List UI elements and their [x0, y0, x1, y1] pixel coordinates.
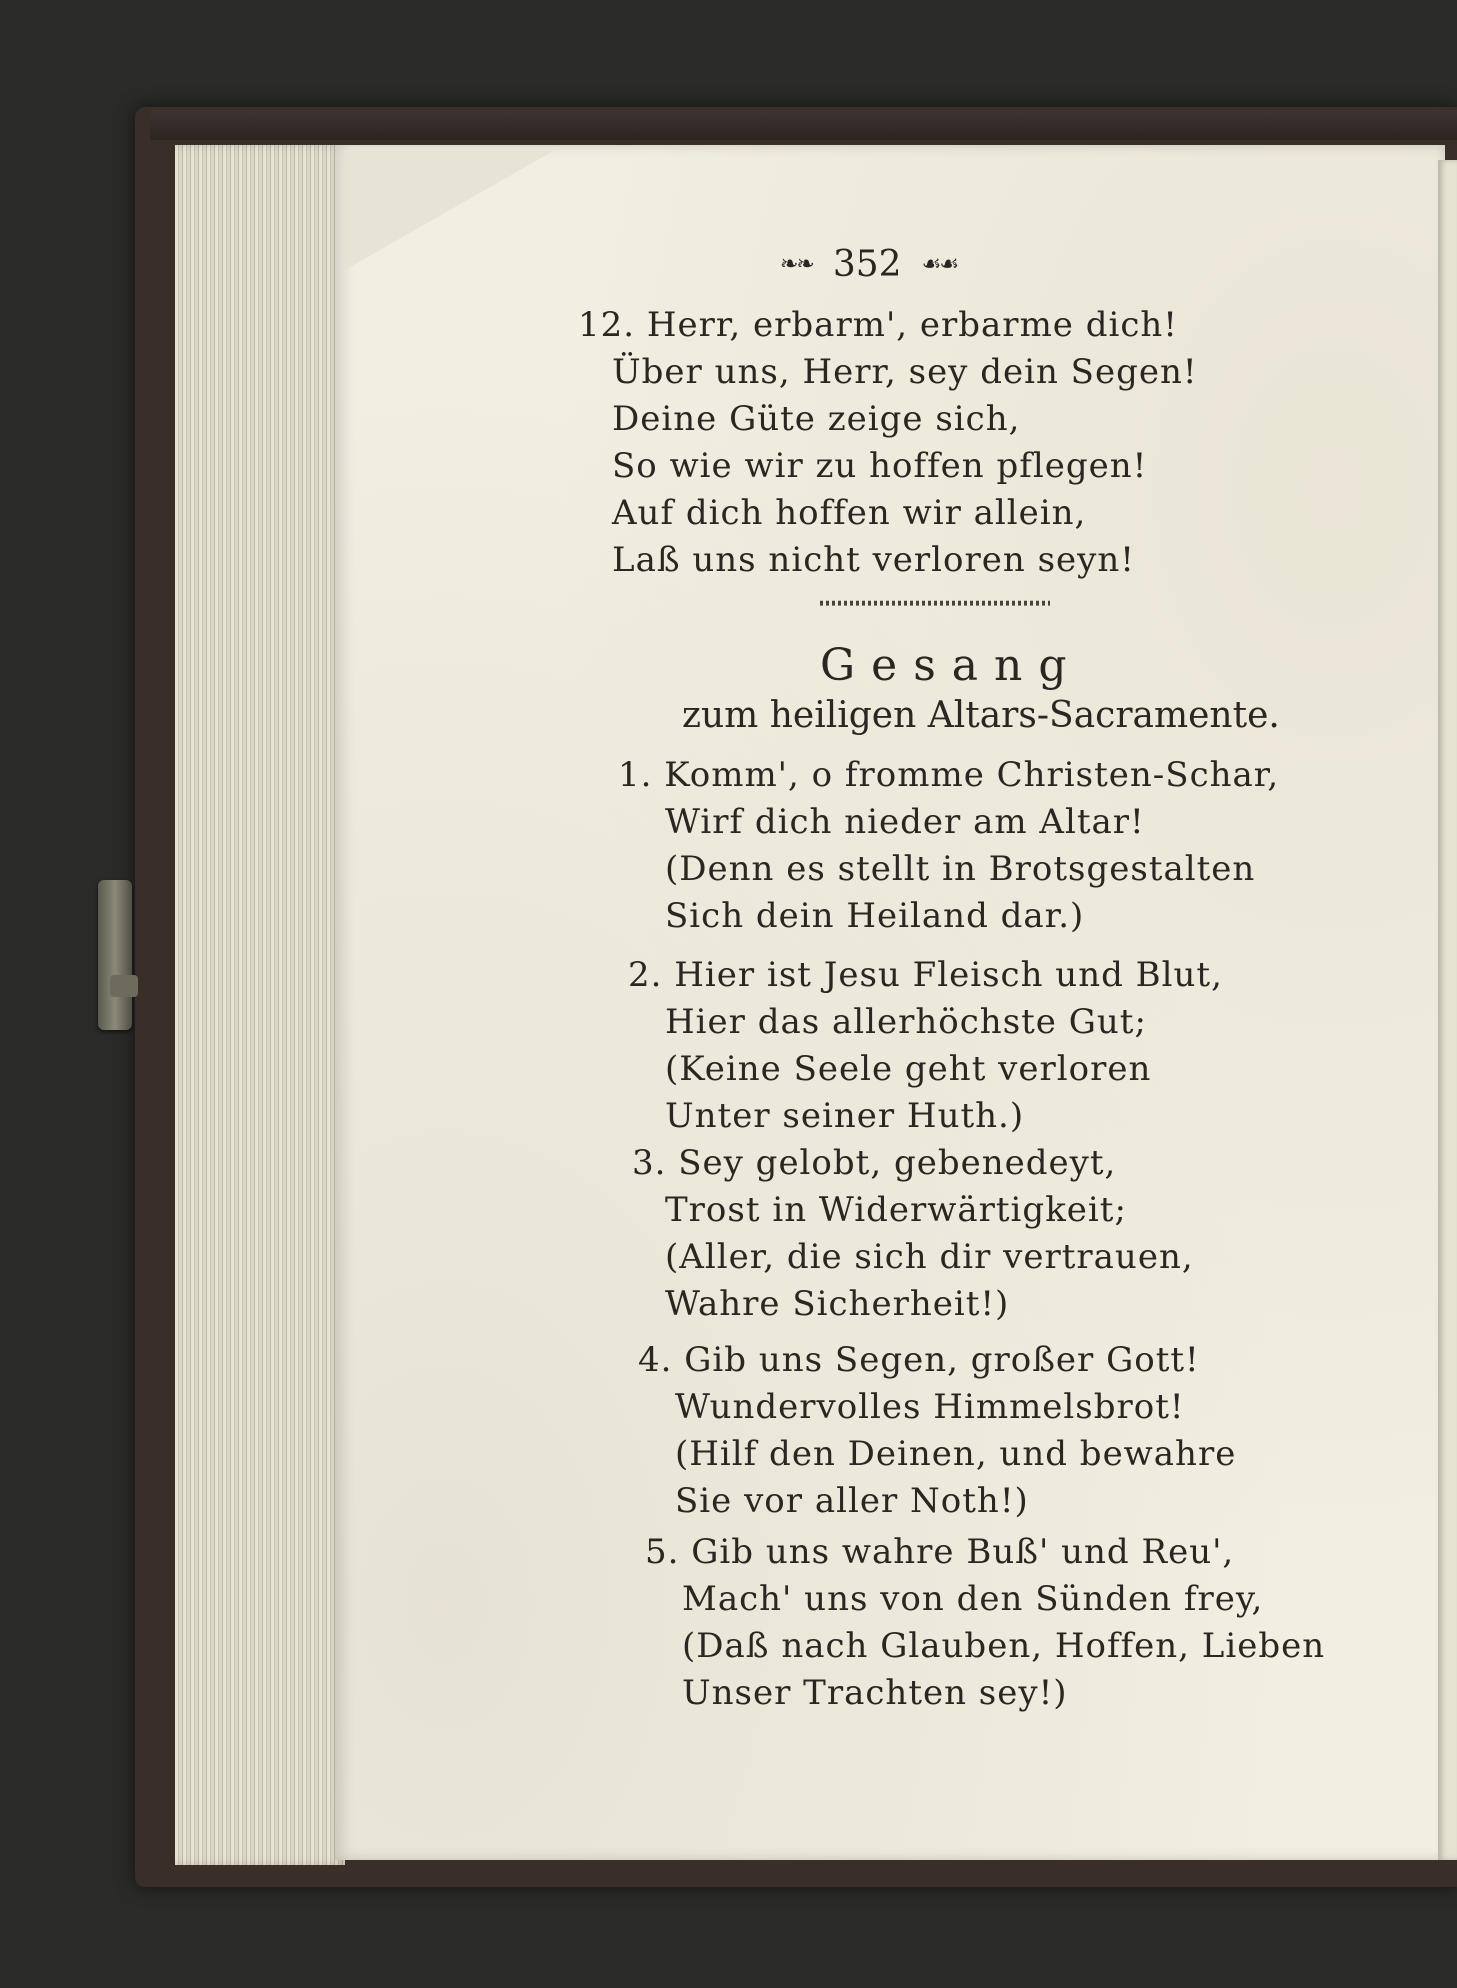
song-title: Gesang [820, 640, 1083, 691]
stanza-line: (Denn es stellt in Brotsgestalten [665, 849, 1256, 889]
stanza-line: Wahre Sicherheit!) [665, 1284, 1010, 1324]
song-subtitle: zum heiligen Altars-Sacramente. [682, 695, 1280, 736]
stanza-line: 1. Komm', o fromme Christen-Schar, [618, 755, 1280, 795]
stanza-line: Sich dein Heiland dar.) [665, 896, 1085, 936]
stanza-line: Wirf dich nieder am Altar! [665, 802, 1145, 842]
stanza-line: Sie vor aller Noth!) [675, 1481, 1029, 1521]
stanza-line: Hier das allerhöchste Gut; [665, 1002, 1147, 1042]
stanza-line: 2. Hier ist Jesu Fleisch und Blut, [628, 955, 1223, 995]
page-number: 352 [832, 244, 902, 285]
stanza-line: Wundervolles Himmelsbrot! [675, 1387, 1185, 1427]
stanza-line: (Aller, die sich dir vertrauen, [665, 1237, 1194, 1277]
ornament-left-icon: ❧❧ [780, 252, 813, 277]
verse-line: Auf dich hoffen wir allein, [612, 493, 1087, 533]
stanza-line: 3. Sey gelobt, gebenedeyt, [632, 1143, 1117, 1183]
stanza-line: 4. Gib uns Segen, großer Gott! [638, 1340, 1200, 1380]
stanza-line: (Daß nach Glauben, Hoffen, Lieben [682, 1626, 1326, 1666]
stanza-line: (Hilf den Deinen, und bewahre [675, 1434, 1237, 1474]
stanza-line: Trost in Widerwärtigkeit; [665, 1190, 1127, 1230]
stanza-line: (Keine Seele geht verloren [665, 1049, 1152, 1089]
page-header [780, 244, 957, 285]
stanza-line: Unser Trachten sey!) [682, 1673, 1068, 1713]
ornament-right-icon: ☙☙ [921, 252, 958, 277]
stanza-line: Mach' uns von den Sünden frey, [682, 1579, 1264, 1619]
stanza-line: 5. Gib uns wahre Buß' und Reu', [645, 1532, 1235, 1572]
verse-line: 12. Herr, erbarm', erbarme dich! [578, 305, 1178, 345]
verse-line: Über uns, Herr, sey dein Segen! [612, 352, 1198, 392]
verse-line: Deine Güte zeige sich, [612, 399, 1021, 439]
verse-line: Laß uns nicht verloren seyn! [612, 540, 1135, 580]
stanza-line: Unter seiner Huth.) [665, 1096, 1025, 1136]
verse-line: So wie wir zu hoffen pflegen! [612, 446, 1148, 486]
section-divider [820, 596, 1050, 608]
